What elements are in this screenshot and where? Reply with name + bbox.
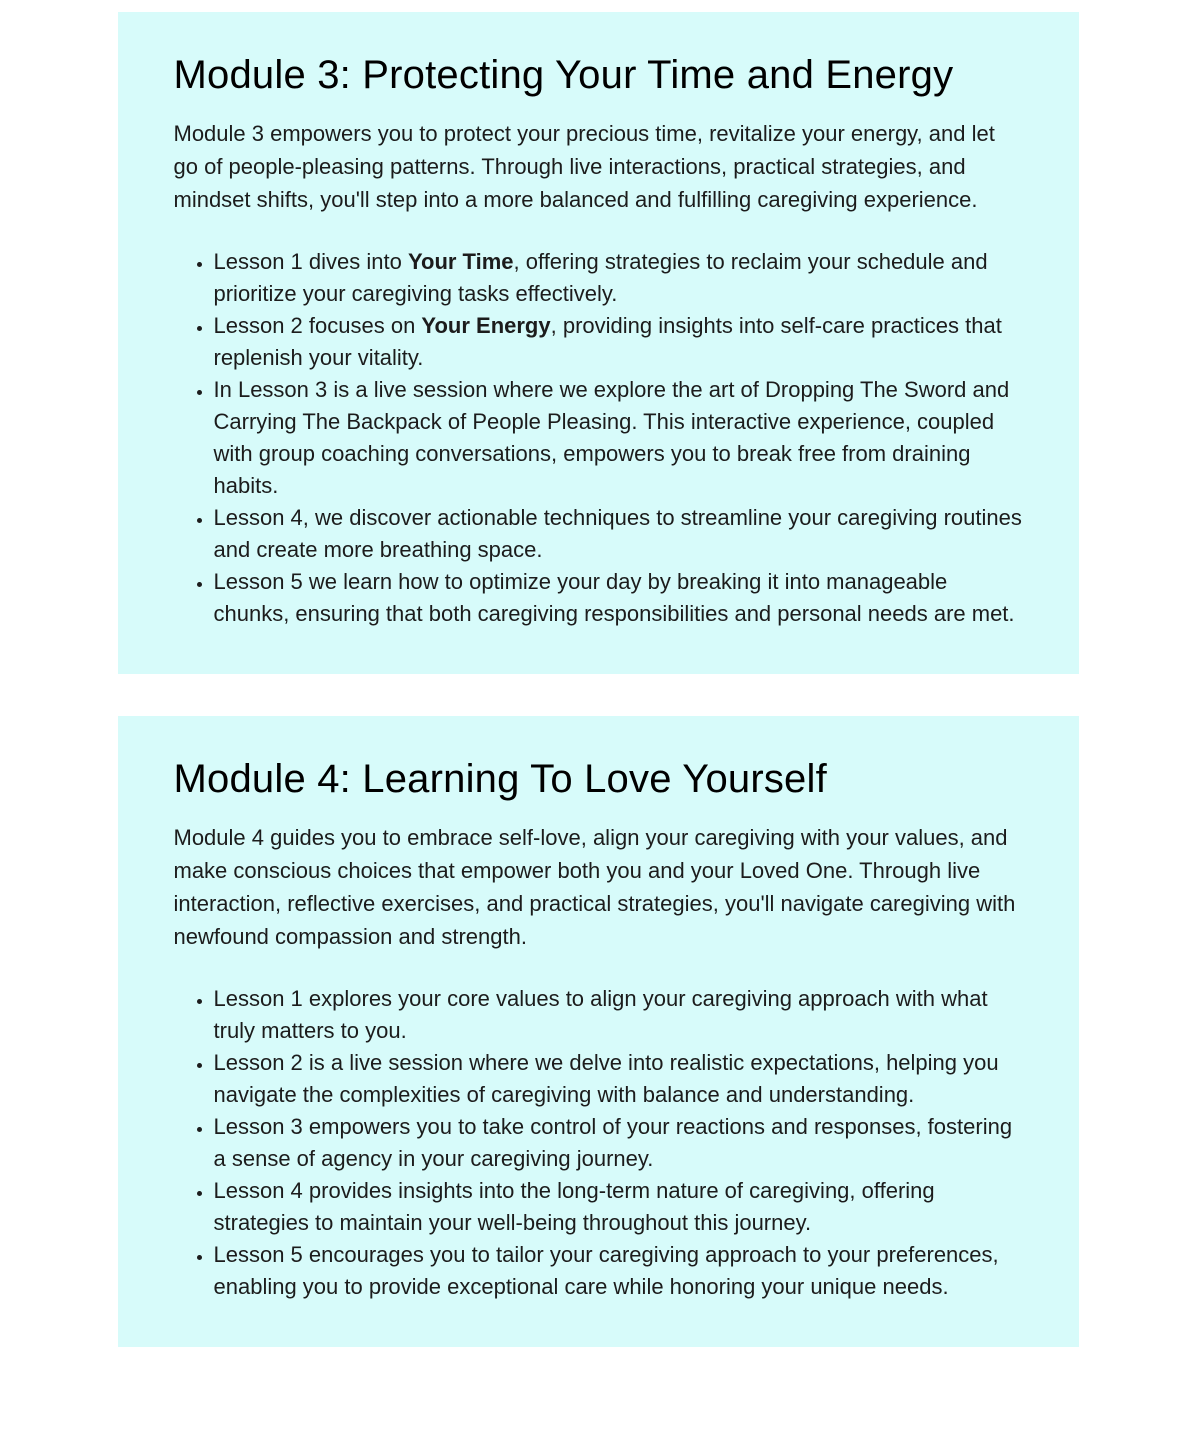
lesson-item — [214, 983, 1023, 1047]
lesson-text: , offering strategies to reclaim your schedule and prioritize your caregiving tasks effectively. — [213, 249, 988, 307]
lesson-text: Lesson 3 empowers you to take control of your reactions and responses, fostering a sense of agency in your caregiving journey. — [213, 1114, 1013, 1172]
lesson-item — [214, 374, 1023, 502]
lesson-item — [214, 310, 1023, 374]
module-3-title: Module 3: Protecting Your Time and Energy — [173, 53, 954, 97]
module-3-card — [118, 12, 1079, 674]
lesson-text: Lesson 1 dives into — [213, 249, 408, 275]
lesson-item — [214, 502, 1023, 566]
lesson-text: , providing insights into self-care practices that replenish your vitality. — [213, 313, 1002, 371]
module-3-lesson-list — [174, 246, 1023, 630]
module-4-title: Module 4: Learning To Love Yourself — [173, 757, 827, 802]
module-4-lesson-list — [174, 983, 1023, 1303]
lesson-item — [214, 1047, 1023, 1111]
lesson-item — [214, 1175, 1023, 1239]
lesson-text: Lesson 2 focuses on — [213, 313, 422, 339]
lesson-text: In Lesson 3 is a live session where we explore the art of Dropping The Sword and Carrying The Backpack of People Pleasing. This interactive experience, coupled with group coaching conversations, empowers you to break free from draining habits. — [213, 377, 1010, 499]
lesson-item — [214, 1239, 1023, 1303]
lesson-text-bold: Your Energy — [421, 313, 551, 339]
lesson-item — [214, 246, 1023, 310]
lesson-item — [214, 1111, 1023, 1175]
lesson-item — [214, 566, 1023, 630]
lesson-text: Lesson 2 is a live session where we delve into realistic expectations, helping you navigate the complexities of caregiving with balance and understanding. — [213, 1050, 999, 1108]
module-4-intro: Module 4 guides you to embrace self-love, align your caregiving with your values, and make conscious choices that empower both you and your Loved One. Through live interaction, reflective exercises, and practical strategies, you'll navigate caregiving with newfound compassion and strength. — [173, 825, 1016, 950]
lesson-text-bold: Your Time — [407, 249, 514, 275]
lesson-text: Lesson 5 we learn how to optimize your day by breaking it into manageable chunks, ensuring that both caregiving responsibilities and personal needs are met. — [213, 569, 1015, 627]
lesson-text: Lesson 5 encourages you to tailor your caregiving approach to your preferences, enabling you to provide exceptional care while honoring your unique needs. — [213, 1242, 999, 1300]
lesson-text: Lesson 1 explores your core values to align your caregiving approach with what truly matters to you. — [213, 986, 988, 1044]
module-4-card — [118, 716, 1079, 1347]
module-3-intro: Module 3 empowers you to protect your precious time, revitalize your energy, and let go of people-pleasing patterns. Through live interactions, practical strategies, and mindset shifts, you'll step into a more balanced and fulfilling caregiving experience. — [173, 121, 995, 213]
lesson-text: Lesson 4 provides insights into the long-term nature of caregiving, offering strategies to maintain your well-being throughout this journey. — [213, 1178, 935, 1236]
lesson-text: Lesson 4, we discover actionable techniques to streamline your caregiving routines and create more breathing space. — [213, 505, 1022, 563]
